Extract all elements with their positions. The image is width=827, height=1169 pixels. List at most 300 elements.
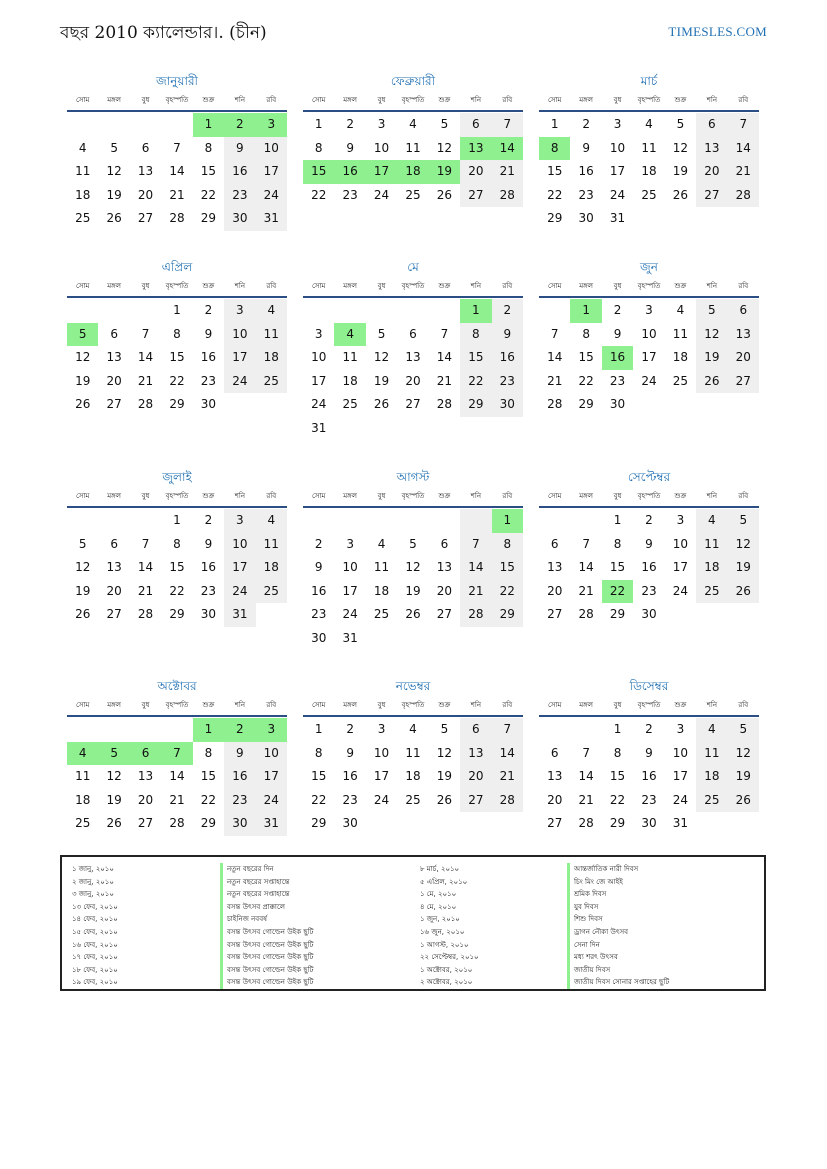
day-cell[interactable]: 5 (440, 117, 449, 131)
day-cell[interactable]: 2 (346, 117, 354, 131)
day-cell[interactable]: 21 (169, 792, 185, 807)
day-cell[interactable]: 30 (224, 812, 255, 836)
day-cell[interactable]: 30 (641, 607, 657, 621)
day-cell[interactable]: 1 (550, 117, 559, 131)
day-cell[interactable]: 8 (204, 745, 213, 760)
day-cell[interactable]: 24 (311, 397, 327, 411)
day-cell[interactable]: 19 (75, 583, 91, 598)
day-cell[interactable]: 9 (204, 536, 213, 551)
day-cell[interactable]: 18 (342, 373, 358, 388)
day-cell[interactable]: 25 (342, 397, 358, 411)
day-cell[interactable]: 14 (547, 350, 563, 364)
day-cell[interactable]: 6 (409, 326, 417, 341)
holiday-day-cell[interactable]: 4 (334, 323, 365, 347)
day-cell[interactable]: 20 (106, 583, 122, 598)
day-cell[interactable]: 15 (460, 346, 491, 370)
day-cell[interactable]: 9 (314, 560, 323, 574)
day-cell[interactable]: 1 (613, 513, 622, 527)
holiday-day-cell[interactable]: 18 (397, 160, 428, 184)
day-cell[interactable]: 28 (578, 607, 594, 621)
day-cell[interactable]: 19 (106, 187, 122, 202)
day-cell[interactable]: 19 (696, 346, 727, 370)
day-cell[interactable]: 21 (492, 765, 523, 789)
day-cell[interactable]: 24 (373, 187, 390, 202)
day-cell[interactable]: 27 (696, 184, 727, 208)
day-cell[interactable]: 10 (311, 350, 327, 364)
day-cell[interactable]: 11 (256, 323, 287, 347)
day-cell[interactable]: 12 (405, 560, 421, 574)
day-cell[interactable]: 20 (696, 160, 727, 184)
day-cell[interactable]: 25 (75, 816, 91, 830)
day-cell[interactable]: 3 (645, 303, 653, 317)
day-cell[interactable]: 7 (492, 113, 523, 137)
day-cell[interactable]: 2 (645, 513, 653, 527)
day-cell[interactable]: 28 (728, 184, 759, 208)
day-cell[interactable]: 26 (436, 187, 453, 202)
day-cell[interactable]: 14 (728, 137, 759, 161)
day-cell[interactable]: 19 (405, 583, 421, 598)
day-cell[interactable]: 21 (578, 792, 594, 807)
day-cell[interactable]: 11 (75, 164, 91, 178)
day-cell[interactable]: 5 (440, 722, 449, 736)
day-cell[interactable]: 18 (75, 792, 91, 807)
day-cell[interactable]: 28 (492, 789, 523, 813)
day-cell[interactable]: 21 (137, 583, 154, 598)
day-cell[interactable]: 27 (137, 211, 154, 225)
day-cell[interactable]: 17 (256, 160, 287, 184)
holiday-day-cell[interactable]: 22 (602, 580, 633, 604)
day-cell[interactable]: 27 (547, 816, 563, 830)
day-cell[interactable]: 22 (311, 792, 327, 807)
day-cell[interactable]: 19 (75, 373, 91, 388)
day-cell[interactable]: 9 (224, 742, 255, 766)
day-cell[interactable]: 27 (405, 397, 421, 411)
day-cell[interactable]: 6 (550, 536, 559, 551)
day-cell[interactable]: 2 (204, 303, 213, 317)
day-cell[interactable]: 15 (578, 350, 594, 364)
day-cell[interactable]: 14 (578, 560, 594, 574)
day-cell[interactable]: 18 (641, 164, 657, 178)
day-cell[interactable]: 4 (78, 140, 87, 155)
day-cell[interactable]: 25 (256, 370, 287, 394)
day-cell[interactable]: 25 (256, 580, 287, 604)
day-cell[interactable]: 11 (696, 533, 727, 557)
day-cell[interactable]: 24 (672, 792, 689, 807)
day-cell[interactable]: 11 (696, 742, 727, 766)
day-cell[interactable]: 10 (672, 536, 689, 551)
day-cell[interactable]: 22 (200, 792, 217, 807)
day-cell[interactable]: 7 (440, 326, 449, 341)
day-cell[interactable]: 18 (256, 556, 287, 580)
day-cell[interactable]: 6 (460, 718, 491, 742)
day-cell[interactable]: 22 (547, 187, 563, 202)
day-cell[interactable]: 11 (641, 140, 657, 155)
day-cell[interactable]: 8 (582, 326, 590, 341)
day-cell[interactable]: 29 (169, 607, 185, 621)
day-cell[interactable]: 31 (672, 816, 689, 830)
holiday-day-cell[interactable]: 16 (334, 160, 365, 184)
day-cell[interactable]: 21 (547, 373, 563, 388)
day-cell[interactable]: 7 (582, 745, 590, 760)
holiday-day-cell[interactable]: 8 (539, 137, 570, 161)
day-cell[interactable]: 28 (578, 816, 594, 830)
day-cell[interactable]: 23 (492, 370, 523, 394)
day-cell[interactable]: 23 (578, 187, 594, 202)
holiday-day-cell[interactable]: 7 (161, 742, 192, 766)
day-cell[interactable]: 3 (224, 509, 255, 533)
day-cell[interactable]: 30 (641, 816, 657, 830)
day-cell[interactable]: 16 (641, 560, 657, 574)
day-cell[interactable]: 19 (728, 556, 759, 580)
day-cell[interactable]: 21 (492, 160, 523, 184)
day-cell[interactable]: 10 (224, 533, 255, 557)
day-cell[interactable]: 23 (641, 792, 657, 807)
day-cell[interactable]: 20 (728, 346, 759, 370)
day-cell[interactable]: 8 (613, 536, 622, 551)
day-cell[interactable]: 13 (106, 560, 122, 574)
day-cell[interactable]: 4 (409, 722, 417, 736)
day-cell[interactable]: 30 (200, 607, 217, 621)
day-cell[interactable]: 27 (436, 607, 453, 621)
day-cell[interactable]: 25 (696, 580, 727, 604)
day-cell[interactable]: 13 (547, 560, 563, 574)
day-cell[interactable]: 20 (436, 583, 453, 598)
day-cell[interactable]: 13 (137, 769, 154, 783)
day-cell[interactable]: 14 (137, 350, 154, 364)
day-cell[interactable]: 24 (256, 184, 287, 208)
day-cell[interactable]: 17 (224, 556, 255, 580)
day-cell[interactable]: 19 (672, 164, 689, 178)
day-cell[interactable]: 4 (256, 509, 287, 533)
day-cell[interactable]: 15 (609, 769, 626, 783)
day-cell[interactable]: 9 (204, 326, 213, 341)
day-cell[interactable]: 30 (609, 397, 626, 411)
day-cell[interactable]: 21 (578, 583, 594, 598)
day-cell[interactable]: 12 (672, 140, 689, 155)
day-cell[interactable]: 15 (200, 164, 217, 178)
day-cell[interactable]: 22 (311, 187, 327, 202)
day-cell[interactable]: 24 (641, 373, 657, 388)
day-cell[interactable]: 9 (582, 140, 590, 155)
day-cell[interactable]: 19 (106, 792, 122, 807)
day-cell[interactable]: 23 (609, 373, 626, 388)
day-cell[interactable]: 12 (373, 350, 390, 364)
day-cell[interactable]: 6 (141, 140, 150, 155)
day-cell[interactable]: 20 (106, 373, 122, 388)
holiday-day-cell[interactable]: 4 (67, 742, 98, 766)
day-cell[interactable]: 21 (728, 160, 759, 184)
day-cell[interactable]: 30 (200, 397, 217, 411)
day-cell[interactable]: 29 (609, 816, 626, 830)
day-cell[interactable]: 13 (696, 137, 727, 161)
day-cell[interactable]: 6 (440, 536, 449, 551)
holiday-day-cell[interactable]: 13 (460, 137, 491, 161)
day-cell[interactable]: 14 (578, 769, 594, 783)
day-cell[interactable]: 22 (609, 792, 626, 807)
day-cell[interactable]: 12 (75, 560, 91, 574)
day-cell[interactable]: 29 (200, 816, 217, 830)
day-cell[interactable]: 7 (492, 718, 523, 742)
day-cell[interactable]: 18 (672, 350, 689, 364)
day-cell[interactable]: 10 (672, 745, 689, 760)
holiday-day-cell[interactable]: 3 (256, 113, 287, 137)
day-cell[interactable]: 21 (436, 373, 453, 388)
day-cell[interactable]: 4 (645, 117, 653, 131)
day-cell[interactable]: 9 (613, 326, 622, 341)
day-cell[interactable]: 16 (200, 560, 217, 574)
day-cell[interactable]: 16 (641, 769, 657, 783)
day-cell[interactable]: 11 (405, 140, 421, 155)
day-cell[interactable]: 17 (311, 373, 327, 388)
day-cell[interactable]: 15 (200, 769, 217, 783)
day-cell[interactable]: 24 (373, 792, 390, 807)
day-cell[interactable]: 22 (460, 370, 491, 394)
day-cell[interactable]: 25 (641, 187, 657, 202)
day-cell[interactable]: 12 (728, 742, 759, 766)
day-cell[interactable]: 9 (224, 137, 255, 161)
day-cell[interactable]: 12 (106, 769, 122, 783)
day-cell[interactable]: 26 (106, 816, 122, 830)
day-cell[interactable]: 7 (141, 536, 150, 551)
day-cell[interactable]: 15 (311, 769, 327, 783)
day-cell[interactable]: 3 (346, 536, 354, 551)
day-cell[interactable]: 31 (256, 812, 287, 836)
holiday-day-cell[interactable]: 2 (224, 718, 255, 742)
day-cell[interactable]: 10 (373, 745, 390, 760)
day-cell[interactable]: 2 (346, 722, 354, 736)
holiday-day-cell[interactable]: 1 (492, 509, 523, 533)
day-cell[interactable]: 10 (373, 140, 390, 155)
day-cell[interactable]: 11 (256, 533, 287, 557)
day-cell[interactable]: 6 (460, 113, 491, 137)
day-cell[interactable]: 28 (460, 603, 491, 627)
day-cell[interactable]: 12 (696, 323, 727, 347)
holiday-day-cell[interactable]: 1 (193, 113, 224, 137)
day-cell[interactable]: 26 (75, 607, 91, 621)
holiday-day-cell[interactable]: 2 (224, 113, 255, 137)
day-cell[interactable]: 19 (436, 769, 453, 783)
day-cell[interactable]: 10 (609, 140, 626, 155)
day-cell[interactable]: 16 (311, 583, 327, 598)
holiday-day-cell[interactable]: 16 (602, 346, 633, 370)
day-cell[interactable]: 3 (613, 117, 622, 131)
day-cell[interactable]: 3 (314, 326, 323, 341)
day-cell[interactable]: 7 (460, 533, 491, 557)
day-cell[interactable]: 8 (492, 533, 523, 557)
day-cell[interactable]: 30 (342, 816, 358, 830)
day-cell[interactable]: 8 (460, 323, 491, 347)
day-cell[interactable]: 24 (342, 607, 358, 621)
day-cell[interactable]: 29 (169, 397, 185, 411)
day-cell[interactable]: 3 (377, 722, 386, 736)
day-cell[interactable]: 4 (696, 509, 727, 533)
day-cell[interactable]: 5 (78, 536, 87, 551)
day-cell[interactable]: 14 (169, 164, 185, 178)
day-cell[interactable]: 30 (492, 393, 523, 417)
day-cell[interactable]: 18 (696, 765, 727, 789)
day-cell[interactable]: 14 (460, 556, 491, 580)
day-cell[interactable]: 30 (224, 207, 255, 231)
day-cell[interactable]: 10 (224, 323, 255, 347)
day-cell[interactable]: 24 (224, 580, 255, 604)
day-cell[interactable]: 17 (373, 769, 390, 783)
day-cell[interactable]: 26 (373, 397, 390, 411)
day-cell[interactable]: 28 (436, 397, 453, 411)
day-cell[interactable]: 5 (728, 718, 759, 742)
day-cell[interactable]: 13 (728, 323, 759, 347)
day-cell[interactable]: 12 (436, 140, 453, 155)
day-cell[interactable]: 29 (492, 603, 523, 627)
day-cell[interactable]: 8 (204, 140, 213, 155)
day-cell[interactable]: 20 (405, 373, 421, 388)
day-cell[interactable]: 1 (613, 722, 622, 736)
day-cell[interactable]: 13 (436, 560, 453, 574)
day-cell[interactable]: 1 (173, 513, 181, 527)
day-cell[interactable]: 23 (200, 373, 217, 388)
day-cell[interactable]: 18 (405, 769, 421, 783)
day-cell[interactable]: 8 (314, 745, 323, 760)
day-cell[interactable]: 14 (492, 742, 523, 766)
day-cell[interactable]: 1 (314, 722, 323, 736)
day-cell[interactable]: 13 (106, 350, 122, 364)
day-cell[interactable]: 26 (728, 580, 759, 604)
day-cell[interactable]: 24 (609, 187, 626, 202)
day-cell[interactable]: 6 (110, 326, 118, 341)
day-cell[interactable]: 29 (578, 397, 594, 411)
day-cell[interactable]: 26 (106, 211, 122, 225)
day-cell[interactable]: 5 (676, 117, 685, 131)
day-cell[interactable]: 11 (672, 326, 689, 341)
day-cell[interactable]: 9 (492, 323, 523, 347)
day-cell[interactable]: 4 (256, 299, 287, 323)
holiday-day-cell[interactable]: 1 (570, 299, 601, 323)
day-cell[interactable]: 21 (137, 373, 154, 388)
day-cell[interactable]: 29 (200, 211, 217, 225)
day-cell[interactable]: 18 (75, 187, 91, 202)
day-cell[interactable]: 31 (256, 207, 287, 231)
day-cell[interactable]: 12 (75, 350, 91, 364)
day-cell[interactable]: 22 (169, 583, 185, 598)
day-cell[interactable]: 30 (578, 211, 594, 225)
day-cell[interactable]: 25 (405, 187, 421, 202)
day-cell[interactable]: 6 (728, 299, 759, 323)
day-cell[interactable]: 21 (460, 580, 491, 604)
day-cell[interactable]: 28 (169, 816, 185, 830)
day-cell[interactable]: 31 (609, 211, 626, 225)
day-cell[interactable]: 12 (728, 533, 759, 557)
day-cell[interactable]: 2 (492, 299, 523, 323)
day-cell[interactable]: 6 (696, 113, 727, 137)
day-cell[interactable]: 17 (641, 350, 657, 364)
day-cell[interactable]: 13 (137, 164, 154, 178)
day-cell[interactable]: 28 (492, 184, 523, 208)
day-cell[interactable]: 28 (137, 607, 154, 621)
day-cell[interactable]: 25 (696, 789, 727, 813)
day-cell[interactable]: 26 (405, 607, 421, 621)
day-cell[interactable]: 3 (676, 513, 685, 527)
holiday-day-cell[interactable]: 14 (492, 137, 523, 161)
day-cell[interactable]: 20 (547, 792, 563, 807)
day-cell[interactable]: 1 (314, 117, 323, 131)
day-cell[interactable]: 3 (377, 117, 386, 131)
day-cell[interactable]: 20 (137, 792, 154, 807)
day-cell[interactable]: 17 (672, 560, 689, 574)
day-cell[interactable]: 17 (256, 765, 287, 789)
day-cell[interactable]: 13 (460, 742, 491, 766)
holiday-day-cell[interactable]: 19 (429, 160, 460, 184)
day-cell[interactable]: 15 (547, 164, 563, 178)
day-cell[interactable]: 4 (409, 117, 417, 131)
holiday-day-cell[interactable]: 17 (366, 160, 397, 184)
day-cell[interactable]: 19 (728, 765, 759, 789)
day-cell[interactable]: 25 (75, 211, 91, 225)
day-cell[interactable]: 27 (106, 607, 122, 621)
day-cell[interactable]: 14 (169, 769, 185, 783)
day-cell[interactable]: 24 (224, 370, 255, 394)
day-cell[interactable]: 27 (137, 816, 154, 830)
holiday-day-cell[interactable]: 1 (460, 299, 491, 323)
day-cell[interactable]: 25 (672, 373, 689, 388)
day-cell[interactable]: 31 (311, 420, 327, 435)
day-cell[interactable]: 9 (645, 745, 653, 760)
day-cell[interactable]: 29 (460, 393, 491, 417)
day-cell[interactable]: 13 (547, 769, 563, 783)
day-cell[interactable]: 27 (728, 370, 759, 394)
day-cell[interactable]: 2 (204, 513, 213, 527)
day-cell[interactable]: 5 (696, 299, 727, 323)
holiday-day-cell[interactable]: 15 (303, 160, 334, 184)
day-cell[interactable]: 20 (460, 765, 491, 789)
site-link[interactable]: TIMESLES.COM (668, 24, 767, 39)
day-cell[interactable]: 10 (256, 137, 287, 161)
day-cell[interactable]: 16 (578, 164, 594, 178)
day-cell[interactable]: 1 (173, 303, 181, 317)
day-cell[interactable]: 10 (641, 326, 657, 341)
day-cell[interactable]: 13 (405, 350, 421, 364)
day-cell[interactable]: 15 (169, 350, 185, 364)
day-cell[interactable]: 30 (311, 630, 327, 645)
day-cell[interactable]: 6 (550, 745, 559, 760)
day-cell[interactable]: 10 (256, 742, 287, 766)
day-cell[interactable]: 14 (436, 350, 453, 364)
day-cell[interactable]: 23 (311, 607, 327, 621)
day-cell[interactable]: 7 (550, 326, 559, 341)
day-cell[interactable]: 16 (200, 350, 217, 364)
day-cell[interactable]: 11 (405, 745, 421, 760)
day-cell[interactable]: 9 (346, 745, 354, 760)
day-cell[interactable]: 7 (728, 113, 759, 137)
day-cell[interactable]: 15 (169, 560, 185, 574)
day-cell[interactable]: 24 (672, 583, 689, 598)
day-cell[interactable]: 17 (609, 164, 626, 178)
day-cell[interactable]: 26 (672, 187, 689, 202)
day-cell[interactable]: 2 (582, 117, 590, 131)
day-cell[interactable]: 18 (373, 583, 390, 598)
day-cell[interactable]: 23 (200, 583, 217, 598)
day-cell[interactable]: 17 (342, 583, 358, 598)
day-cell[interactable]: 26 (696, 370, 727, 394)
day-cell[interactable]: 23 (224, 789, 255, 813)
day-cell[interactable]: 31 (342, 630, 358, 645)
day-cell[interactable]: 8 (173, 536, 181, 551)
day-cell[interactable]: 2 (645, 722, 653, 736)
day-cell[interactable]: 8 (314, 140, 323, 155)
day-cell[interactable]: 22 (578, 373, 594, 388)
holiday-day-cell[interactable]: 5 (67, 323, 98, 347)
day-cell[interactable]: 18 (256, 346, 287, 370)
day-cell[interactable]: 27 (547, 607, 563, 621)
day-cell[interactable]: 27 (106, 397, 122, 411)
